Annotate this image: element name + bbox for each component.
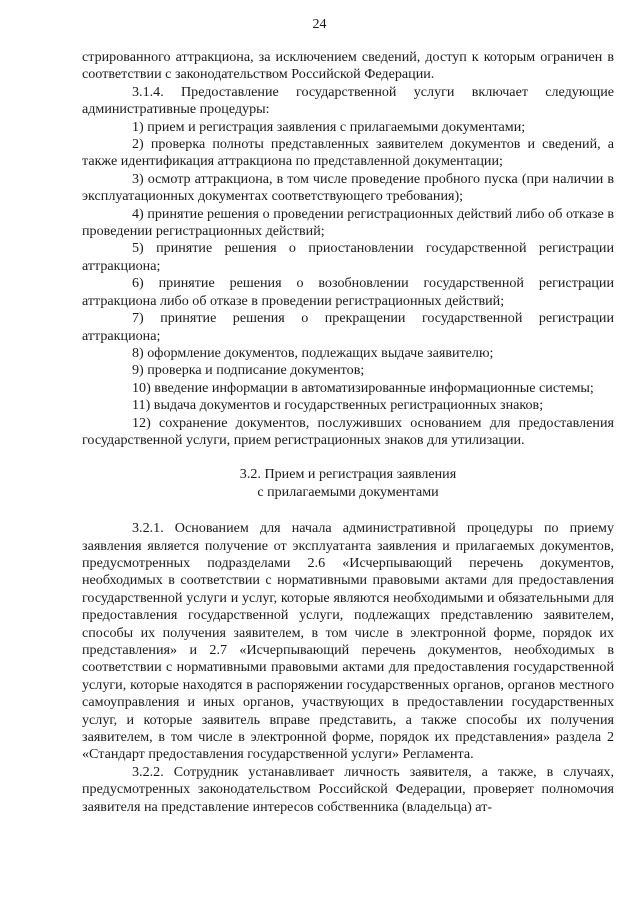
list-item-10: 10) введение информации в автоматизированные информационные системы;	[132, 379, 594, 396]
section-heading-line-2: с прилагаемыми документами	[257, 483, 439, 500]
list-item-5: 5) принятие решения о приостановлении государственной регистрации аттракциона;	[82, 240, 614, 274]
list-item-8: 8) оформление документов, подлежащих выдаче заявителю;	[132, 344, 494, 361]
page-number: 24	[312, 17, 327, 32]
list-item-2: 2) проверка полноты представленных заявителем документов и сведений, а также идентификация аттракциона по представленной документации;	[82, 136, 614, 170]
list-item-9: 9) проверка и подписание документов;	[132, 362, 365, 379]
list-item-1: 1) прием и регистрация заявления с прилагаемыми документами;	[132, 118, 526, 135]
list-item-7: 7) принятие решения о прекращении государственной регистрации аттракциона;	[82, 310, 614, 344]
page-body	[82, 49, 614, 816]
list-item-6: 6) принятие решения о возобновлении государственной регистрации аттракциона либо об отказе в проведении регистрационных действий;	[82, 275, 614, 309]
paragraph-3-2-1: 3.2.1. Основанием для начала административной процедуры по приему заявления является получение от эксплуатанта заявления и прилагаемых документов, предусмотренных подразделами 2.6 «Исчерпывающий перечень документов, необходимых в соответствии с нормативными правовыми актами для предоставления государственной услуги и услуг, которые являются необходимыми и обязательными для предоставления государственной услуги, подлежащих представлению заявителем, способы их получения заявителем, в том числе в электронной форме, порядок их представления» и 2.7 «Исчерпывающий перечень документов, необходимых в соответствии с нормативными правовыми актами для предоставления государственной услуги, которые находятся в распоряжении государственных органов, органов местного самоуправления и иных органов, участвующих в предоставлении государственных услуг, и которые заявитель вправе представить, а также способы их получения заявителем, в том числе в электронной форме, порядок их представления» раздела 2 «Стандарт предоставления государственной услуги» Регламента.	[82, 520, 614, 763]
paragraph-continuation: стрированного аттракциона, за исключением сведений, доступ к которым ограничен в соответствии с законодательством Российской Федерации.	[82, 49, 614, 83]
paragraph-3-1-4-intro: 3.1.4. Предоставление государственной услуги включает следующие административные процедуры:	[82, 83, 614, 118]
list-item-4: 4) принятие решения о проведении регистрационных действий либо об отказе в проведении регистрационных действий;	[82, 205, 614, 240]
list-item-12: 12) сохранение документов, послуживших основанием для предоставления государственной услуги, прием регистрационных знаков для утилизации.	[82, 414, 614, 448]
section-heading-line-1: 3.2. Прием и регистрация заявления	[239, 466, 457, 483]
list-item-11: 11) выдача документов и государственных регистрационных знаков;	[132, 397, 544, 414]
list-item-3: 3) осмотр аттракциона, в том числе проведение пробного пуска (при наличии в эксплуатационных документах соответствующего требования);	[82, 170, 614, 205]
spacer	[82, 449, 614, 466]
spacer	[82, 501, 614, 520]
paragraph-3-2-2: 3.2.2. Сотрудник устанавливает личность заявителя, а также, в случаях, предусмотренных законодательством Российской Федерации, проверяет полномочия заявителя на представление интересов собственника (владельца) ат-	[82, 763, 614, 815]
